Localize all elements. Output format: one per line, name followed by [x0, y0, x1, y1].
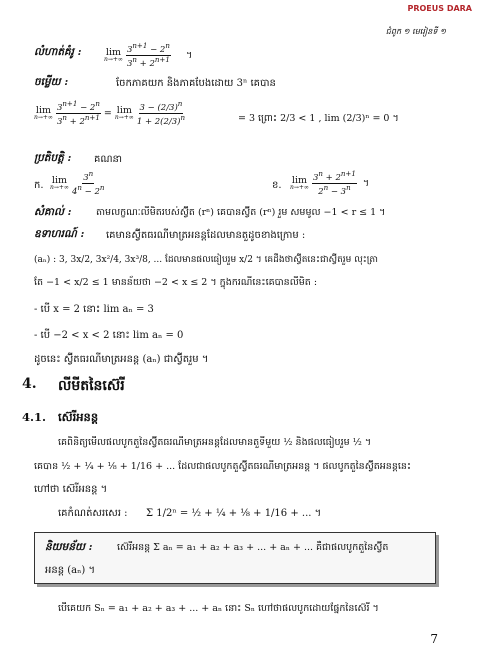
note-text: តាមលក្ខណៈលីមិតរបស់ស៊្វីត (rⁿ) គេបានស៊្វីត (rⁿ) រួម សមមូល −1 < r ≤ 1 ។	[96, 207, 386, 218]
solution-text: ចែកភាគយក និងភាគបែងដោយ 3ⁿ គេបាន	[116, 78, 276, 89]
example2-conclusion: ដូចនេះ ស៊្វីតធរណីមាត្រអនន្ត (aₙ) ជាស៊្វីតរួម ។	[34, 354, 209, 365]
footer-text: បើគេយក Sₙ = a₁ + a₂ + a₃ + ... + aₙ នោះ Sₙ ហៅថាផលបូកដោយផ្នែកនៃស៊េរី ។	[58, 603, 379, 614]
solution-result: = 3 ព្រោះ 2/3 < 1 , lim (2/3)ⁿ = 0 ។	[238, 113, 399, 124]
section41-p4-label: គេកំណត់សរសេរ :	[58, 508, 128, 519]
section41-title: ស៊េរីអនន្ត	[58, 410, 99, 424]
exercise-item-b-marker: ខ.	[272, 180, 282, 191]
example-label: លំហាត់គំរូ :	[34, 46, 82, 58]
definition-box	[34, 532, 436, 584]
exercise-text: គណនា	[94, 154, 123, 165]
section41-number: 4.1.	[22, 410, 47, 424]
definition-label: និយមន័យ :	[45, 541, 93, 553]
example2-line2: តែ −1 < x/2 ≤ 1 មានន័យថា −2 < x ≤ 2 ។ ក្នុងករណីនេះគេបានលីមិត :	[34, 277, 318, 288]
example2-label: ឧទាហរណ៍ :	[34, 228, 85, 240]
solution-label: ចម្លើយ :	[34, 76, 69, 88]
definition-text: ស៊េរីអនន្ត Σ aₙ = a₁ + a₂ + a₃ + ... + aₙ + ... គឺជាផលបូកតួនៃស៊្វីត	[117, 542, 389, 553]
section41-p4-expr: Σ 1/2ⁿ = ½ + ¼ + ⅛ + 1/16 + ... ។	[146, 508, 322, 519]
exercise-item-a-marker: ក.	[34, 180, 44, 191]
example2-case1: - បើ x = 2 នោះ lim aₙ = 3	[34, 304, 154, 315]
solution-derivation: lim n→+∞ $\frac{3^{n+1} - 2^n}{3^n + 2^{n+1}}$ = lim n→+∞ $\frac{3 - (2/3)^n}{1 + 2(2/3)^n}$	[34, 99, 186, 127]
section41-p2: គេបាន ½ + ¼ + ⅛ + 1/16 + ... ដែលជាផលបូកតួស៊្វីតធរណីមាត្រអនន្ត ។ ផលបូកតួនៃស៊្វីតអនន្តនេះ	[34, 461, 412, 472]
note-label: សំគាល់ :	[34, 206, 72, 218]
example-expression: lim n→+∞ $\frac{3^{n+1} - 2^n}{3^n + 2^{n+1}}$ ។	[104, 41, 193, 69]
example2-case2: - បើ −2 < x < 2 នោះ lim aₙ = 0	[34, 330, 184, 341]
chapter-header: ជំពូក ១ មេរៀនទី ១	[385, 27, 446, 36]
section41-p1: គេពិនិត្យមើលផលបូកតួនៃស៊្វីតធរណីមាត្រអនន្តដែលមានតួទីមួយ ½ និងផលធៀបរួម ½ ។	[58, 437, 372, 448]
example2-line1: (aₙ) : 3, 3x/2, 3x²/4, 3x³/8, ... ដែលមានផលធៀបរួម x/2 ។ គេដឹងថាស៊្វីតនេះជាស៊្វីតរួម លុះត្រា	[34, 255, 378, 265]
section41-p3: ហៅថា ស៊េរីអនន្ត ។	[34, 484, 108, 495]
brand-watermark: PROEUS DARA	[407, 4, 472, 13]
example2-text: គេមានស៊្វីតធរណីមាត្រអនន្តដែលមានតួដូចខាងក្រោម :	[106, 230, 306, 241]
definition-text2: អនន្ត (aₙ) ។	[45, 565, 96, 576]
exercise-label: ប្រតិបត្តិ :	[34, 152, 72, 164]
exercise-item-b: lim n→+∞ $\frac{3^n + 2^{n+1}}{2^n - 3^n}$ ។	[290, 169, 370, 197]
section4-title: លីមីតនៃស៊េរី	[58, 378, 125, 394]
section4-number: 4.	[22, 376, 37, 392]
page-number: 7	[430, 632, 438, 646]
exercise-item-a: lim n→+∞ $\frac{3^n}{4^n - 2^n}$	[50, 169, 105, 197]
